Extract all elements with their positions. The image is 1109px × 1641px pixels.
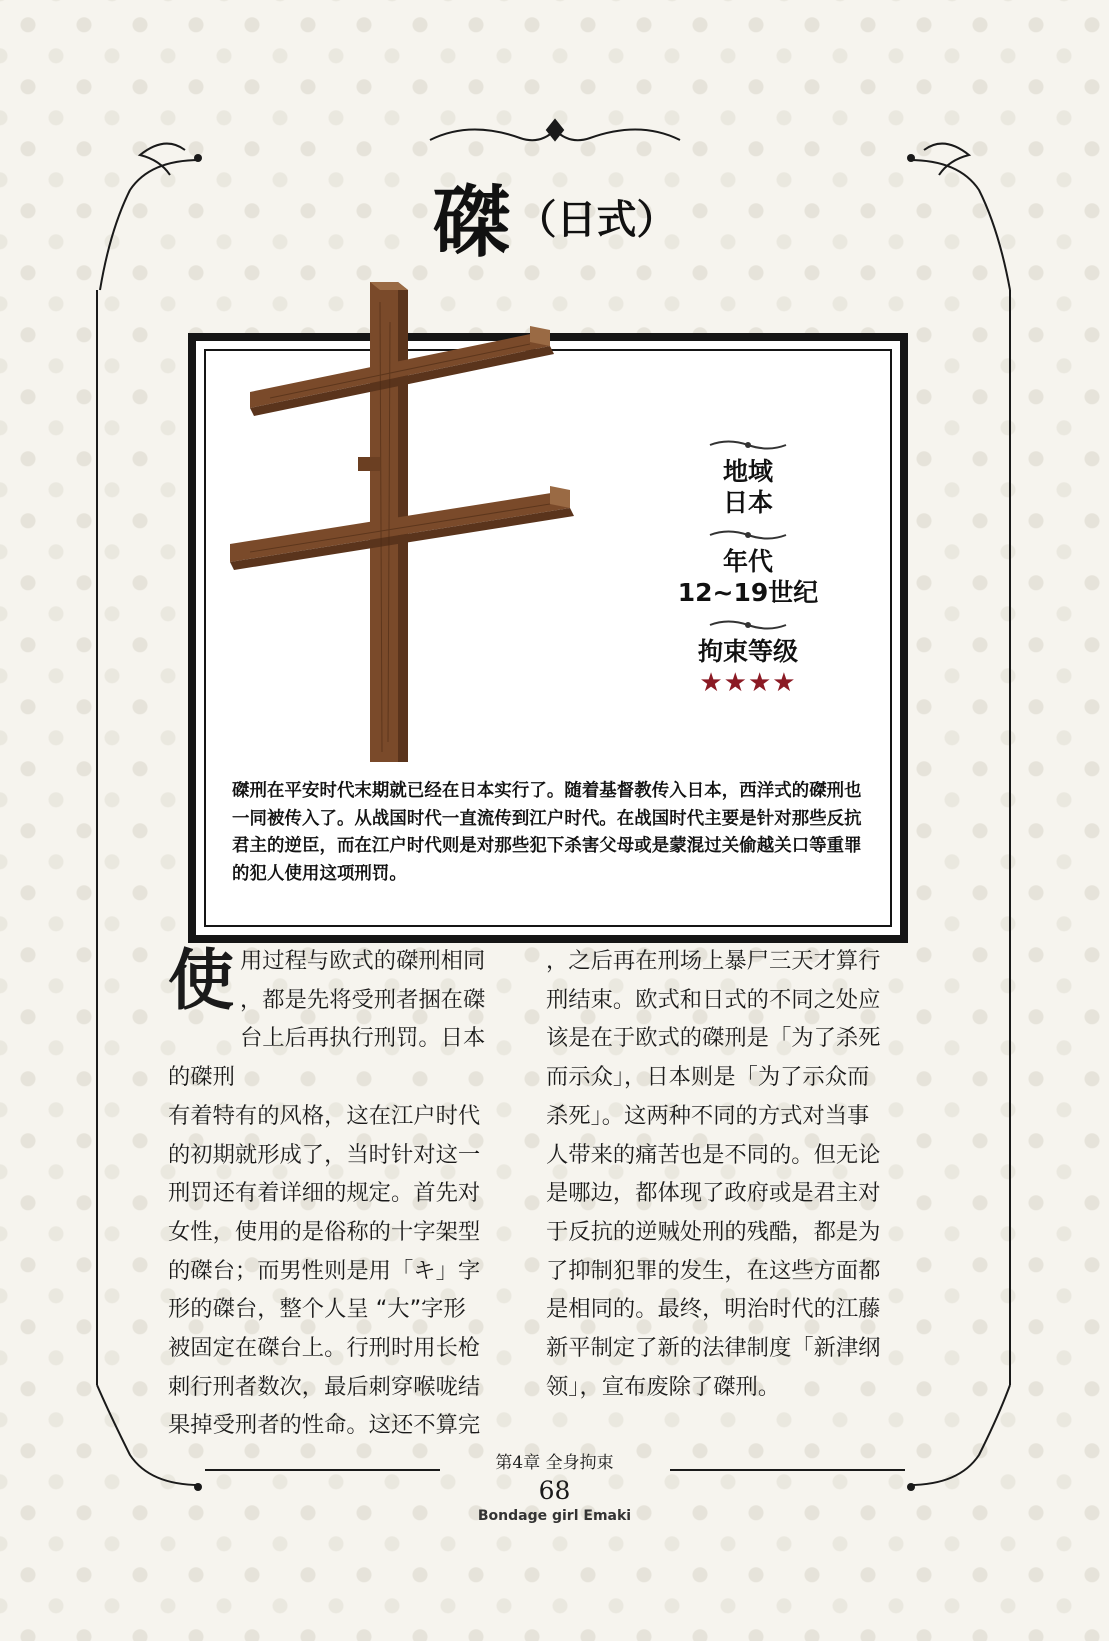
era-label: 年代 [722,547,773,576]
restraint-level-label: 拘束等级 [697,637,798,666]
body-left-text: 用过程与欧式的磔刑相同 ，都是先将受刑者捆在磔 台上后再执行刑罚。日本的磔刑 有着特有的风格，这在江户时代 的初期就形成了，当时针对这一 刑罚还有着详细的规定。首先对 女性，使用的是俗称的十字架型 的磔台；而男性则是用「キ」字 形的磔台，整个人呈 “大”字形 被固定在磔台上。行刑时用长枪 刺行刑者数次，最后刺穿喉咙结 果掉受刑者的性命。这还不算完 [168,948,486,1439]
body-left-column [168,942,504,1445]
region-label: 地域 [722,457,773,486]
title-subtitle: （日式） [516,196,677,243]
restraint-level-stars: ★★★★ [699,668,797,698]
info-sidebar [648,428,848,699]
chapter-title: 第4章 全身拘束 [495,1453,614,1473]
region-value: 日本 [722,488,773,517]
page-number: 68 [538,1476,571,1505]
era-value: 12~19世纪 [677,578,819,607]
ornament-divider-icon [708,528,788,542]
wooden-cross-illustration [230,282,630,762]
title-main: 磔 [432,177,511,268]
description-text: 磔刑在平安时代末期就已经在日本实行了。随着基督教传入日本，西洋式的磔刑也一同被传入了。从战国时代一直流传到江户时代。在战国时代主要是针对那些反抗君主的逆臣，而在江户时代则是对那些犯下杀害父母或是蒙混过关偷越关口等重罪的犯人使用这项刑罚。 [232,781,862,884]
book-title: Bondage girl Emaki [477,1508,632,1524]
ornament-divider-icon [708,438,788,452]
body-right-column: ，之后再在刑场上暴尸三天才算行 刑结束。欧式和日式的不同之处应 该是在于欧式的磔刑是「为了杀死 而示众」，日本则是「为了示众而 杀死」。这两种不同的方式对当事 人带来的痛苦也是不同的。但无论 是哪边，都体现了政府或是君主对 于反抗的逆贼处刑的残酷，都是为 了抑制犯罪的发生，在这些方面都 是相同的。最终，明治时代的江藤 新平制定了新的法律制度「新津纲 领」，宣布废除了磔刑。 [546,948,881,1400]
ornament-divider-icon [708,618,788,632]
drop-cap: 使 [168,941,234,1019]
page-title [0,160,1109,272]
